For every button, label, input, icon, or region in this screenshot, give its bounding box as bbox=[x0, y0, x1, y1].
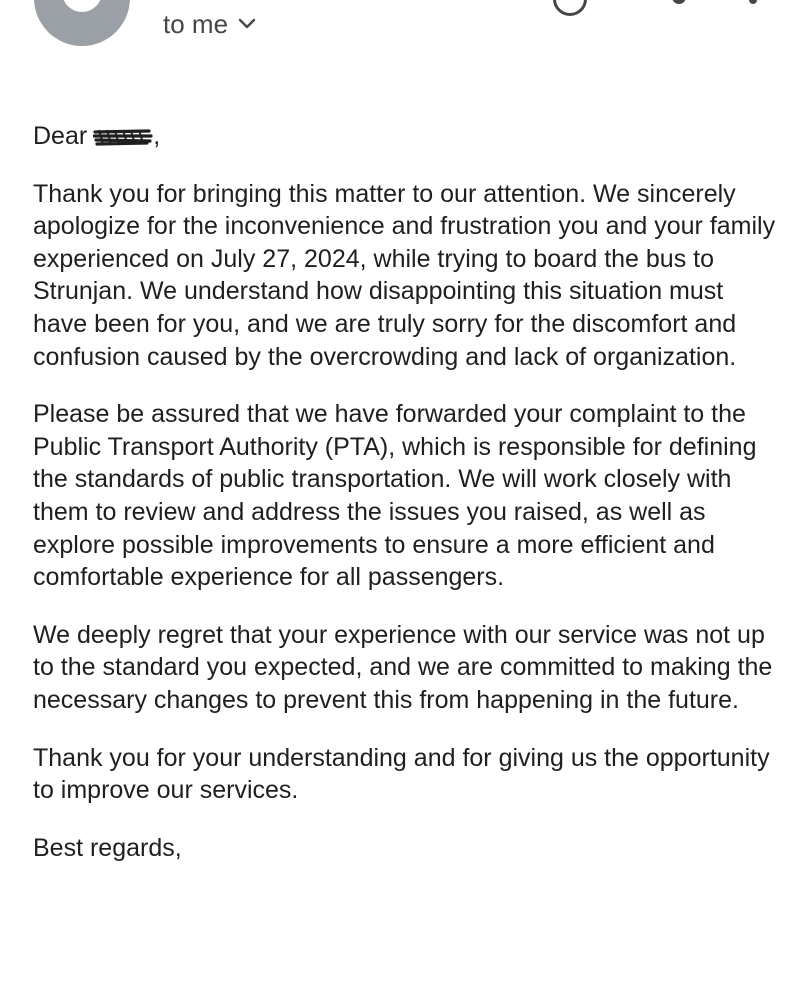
more-vert-icon[interactable] bbox=[749, 0, 757, 4]
recipient-label: to me bbox=[163, 8, 229, 39]
email-body bbox=[33, 120, 783, 864]
avatar-icon[interactable] bbox=[34, 0, 130, 46]
closing-line: Best regards, bbox=[33, 833, 182, 862]
paragraph-3: We deeply regret that your experience with our service was not up to the standard you expected, and we are committed to making the necessary changes to prevent this from happening in the future. bbox=[33, 620, 773, 714]
recipient-toggle[interactable] bbox=[163, 6, 256, 42]
email-header bbox=[0, 0, 800, 80]
paragraph-1: Thank you for bringing this matter to our attention. We sincerely apologize for the inconvenience and frustration you and your family experienced on July 27, 2024, while trying to board the bus to Strunjan. We understand how disappointing this situation must have been for you, and we are truly sorry for the discomfort and confusion caused by the overcrowding and lack of organization. bbox=[33, 179, 776, 371]
chevron-down-icon bbox=[238, 18, 256, 30]
redacted-name bbox=[93, 128, 153, 146]
reply-icon[interactable] bbox=[672, 0, 686, 4]
greeting-line bbox=[33, 120, 783, 153]
paragraph-2: Please be assured that we have forwarded your complaint to the Public Transport Authority (PTA), which is responsible for defining the standards of public transportation. We will work closely with them to review and address the issues you raised, as well as explore possible improvements to ensure a more efficient and comfortable experience for all passengers. bbox=[33, 400, 757, 592]
emoji-icon[interactable] bbox=[553, 0, 587, 16]
greeting-text: Dear bbox=[33, 122, 88, 150]
greeting-suffix: , bbox=[153, 122, 161, 150]
paragraph-4: Thank you for your understanding and for giving us the opportunity to improve our services. bbox=[33, 743, 770, 805]
